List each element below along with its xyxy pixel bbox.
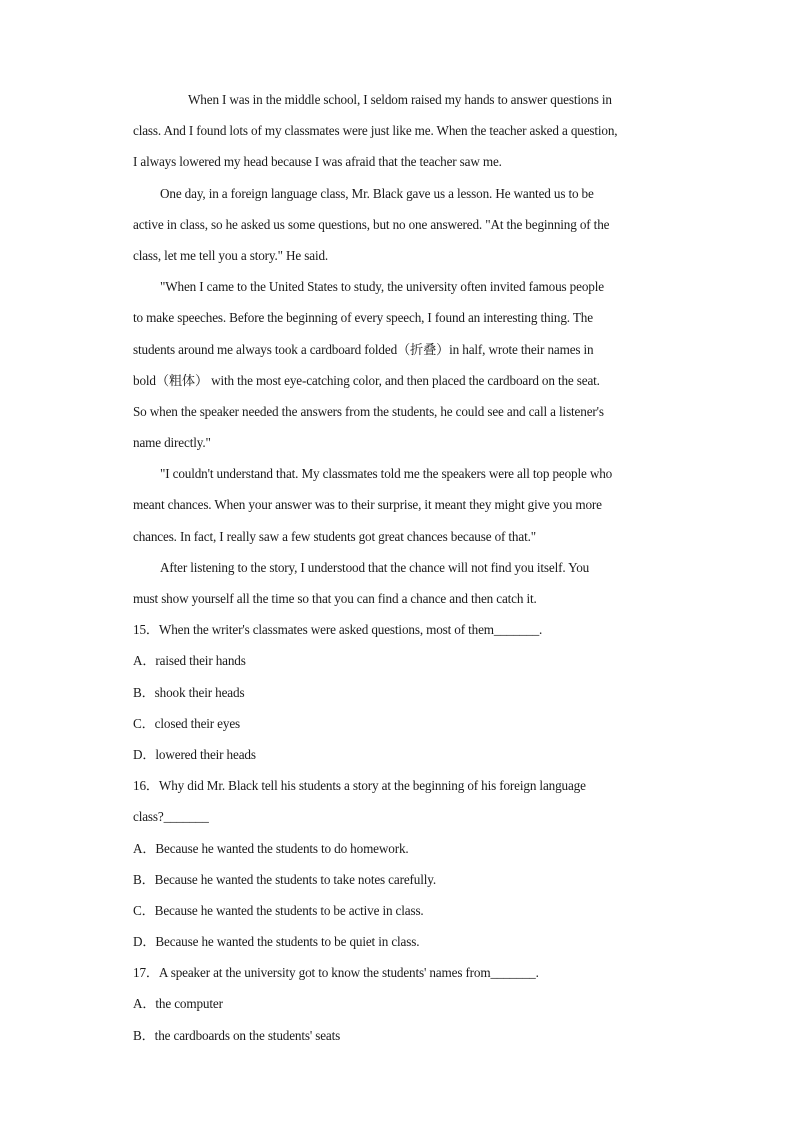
paragraph-2 bbox=[133, 178, 665, 272]
question-15 bbox=[133, 614, 665, 770]
text-line: to make speeches. Before the beginning of every speech, I found an interesting thing. The bbox=[133, 310, 593, 326]
text-line: class, let me tell you a story." He said. bbox=[133, 247, 329, 263]
paragraph-3 bbox=[133, 271, 665, 458]
answer-option-b: B．the cardboards on the students' seats bbox=[133, 1027, 341, 1043]
text-line: must show yourself all the time so that you can find a chance and then catch it. bbox=[133, 591, 537, 606]
answer-option-c: C．closed their eyes bbox=[133, 715, 241, 731]
text-line: "When I came to the United States to study, the university often invited famous people bbox=[160, 279, 604, 295]
answer-option-b: B．Because he wanted the students to take notes carefully. bbox=[133, 871, 436, 887]
text-line: When I was in the middle school, I seldom raised my hands to answer questions in bbox=[188, 92, 612, 107]
text-line: bold（粗体） with the most eye-catching color, and then placed the cardboard on the seat. bbox=[133, 372, 600, 388]
text-line: After listening to the story, I understood that the chance will not find you itself. You bbox=[160, 559, 590, 575]
question-stem: 17．A speaker at the university got to know the students' names from_______. bbox=[133, 965, 539, 981]
question-stem: class?_______ bbox=[133, 809, 209, 825]
text-line: "I couldn't understand that. My classmates told me the speakers were all top people who bbox=[160, 466, 613, 482]
text-line: One day, in a foreign language class, Mr. Black gave us a lesson. He wanted us to be bbox=[160, 185, 594, 201]
question-stem: 15．When the writer's classmates were asked questions, most of them_______. bbox=[133, 622, 543, 638]
text-line: active in class, so he asked us some questions, but no one answered. "At the beginning of the bbox=[133, 216, 610, 232]
paragraph-4 bbox=[133, 458, 665, 552]
answer-option-a: A．raised their hands bbox=[133, 653, 246, 669]
text-line: class. And I found lots of my classmates were just like me. When the teacher asked a question, bbox=[133, 123, 618, 139]
answer-option-c: C．Because he wanted the students to be active in class. bbox=[133, 902, 424, 918]
paragraph-5 bbox=[133, 552, 665, 614]
reading-passage bbox=[133, 84, 665, 614]
text-line: meant chances. When your answer was to their surprise, it meant they might give you more bbox=[133, 497, 602, 513]
document-page bbox=[133, 84, 665, 1051]
text-line: chances. In fact, I really saw a few students got great chances because of that." bbox=[133, 528, 536, 544]
text-line: name directly." bbox=[133, 435, 211, 451]
text-line: So when the speaker needed the answers from the students, he could see and call a listener's bbox=[133, 403, 604, 419]
question-17 bbox=[133, 957, 665, 1051]
text-line: students around me always took a cardboard folded（折叠）in half, wrote their names in bbox=[133, 341, 594, 357]
answer-option-a: A．the computer bbox=[133, 996, 223, 1012]
answer-option-b: B．shook their heads bbox=[133, 684, 245, 700]
paragraph-1 bbox=[133, 84, 665, 178]
question-stem: 16．Why did Mr. Black tell his students a story at the beginning of his foreign language bbox=[133, 778, 586, 794]
answer-option-a: A．Because he wanted the students to do homework. bbox=[133, 840, 409, 856]
text-line: I always lowered my head because I was afraid that the teacher saw me. bbox=[133, 154, 502, 170]
answer-option-d: D．Because he wanted the students to be quiet in class. bbox=[133, 934, 420, 950]
question-16 bbox=[133, 770, 665, 957]
answer-option-d: D．lowered their heads bbox=[133, 746, 256, 762]
question-list bbox=[133, 614, 665, 1051]
